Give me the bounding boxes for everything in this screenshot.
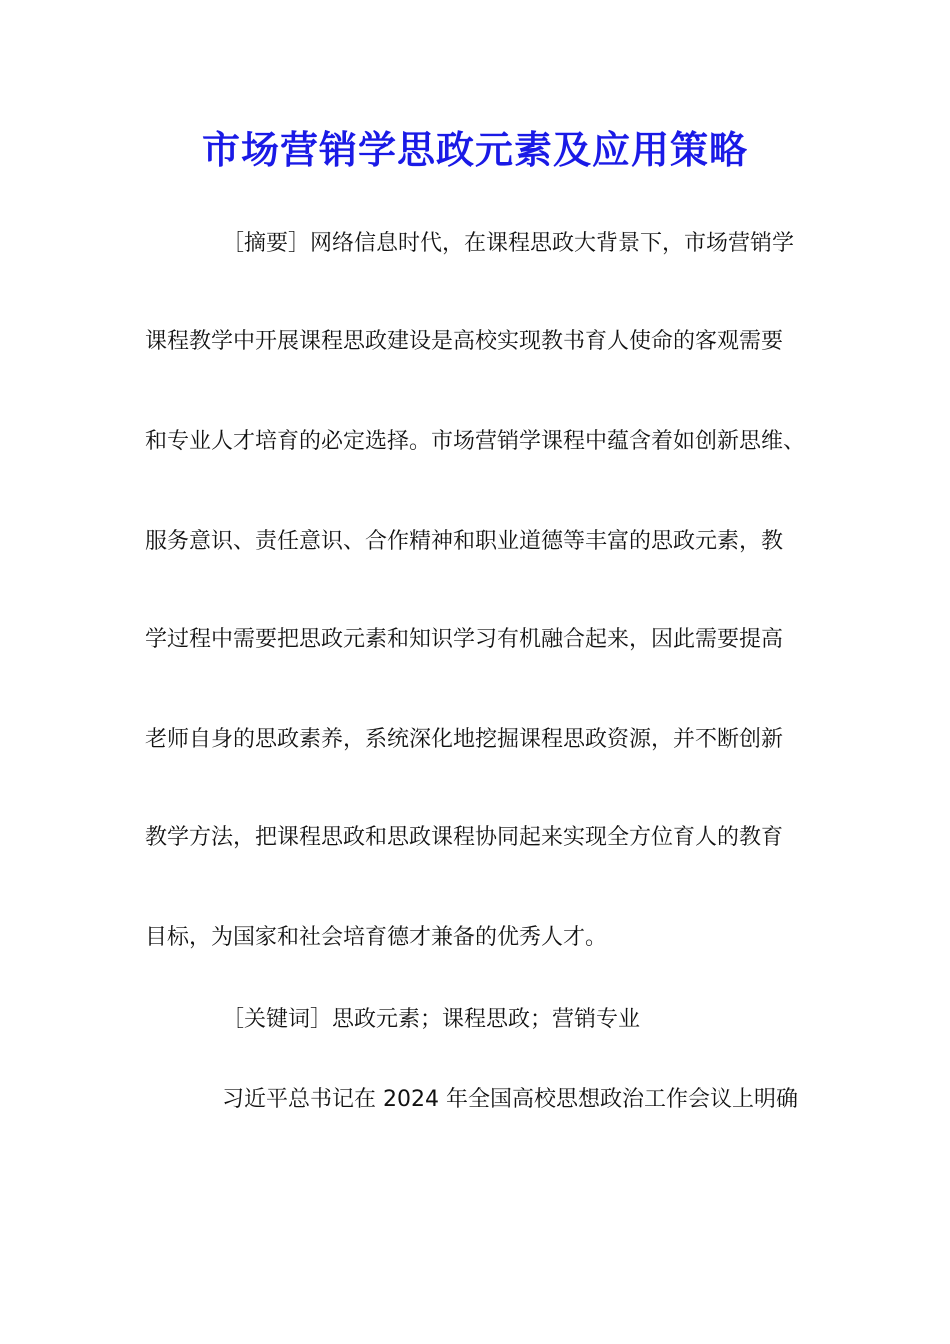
abstract-line: 教学方法，把课程思政和思政课程协同起来实现全方位育人的教育 — [145, 825, 784, 850]
keywords-line: ［关键词］思政元素；课程思政；营销专业 — [222, 1007, 641, 1032]
abstract-line: 学过程中需要把思政元素和知识学习有机融合起来，因此需要提高 — [145, 627, 784, 652]
abstract-line: ［摘要］网络信息时代，在课程思政大背景下，市场营销学 — [222, 231, 795, 256]
abstract-line: 服务意识、责任意识、合作精神和职业道德等丰富的思政元素，教 — [145, 529, 784, 554]
abstract-line: 老师自身的思政素养，系统深化地挖掘课程思政资源，并不断创新 — [145, 727, 784, 752]
document-title: 市场营销学思政元素及应用策略 — [201, 127, 748, 172]
abstract-line: 和专业人才培育的必定选择。市场营销学课程中蕴含着如创新思维、 — [145, 429, 806, 454]
abstract-line: 课程教学中开展课程思政建设是高校实现教书育人使命的客观需要 — [145, 329, 784, 354]
abstract-line: 目标，为国家和社会培育德才兼备的优秀人才。 — [145, 925, 608, 950]
body-paragraph-line: 习近平总书记在 2024 年全国高校思想政治工作会议上明确 — [222, 1087, 798, 1112]
